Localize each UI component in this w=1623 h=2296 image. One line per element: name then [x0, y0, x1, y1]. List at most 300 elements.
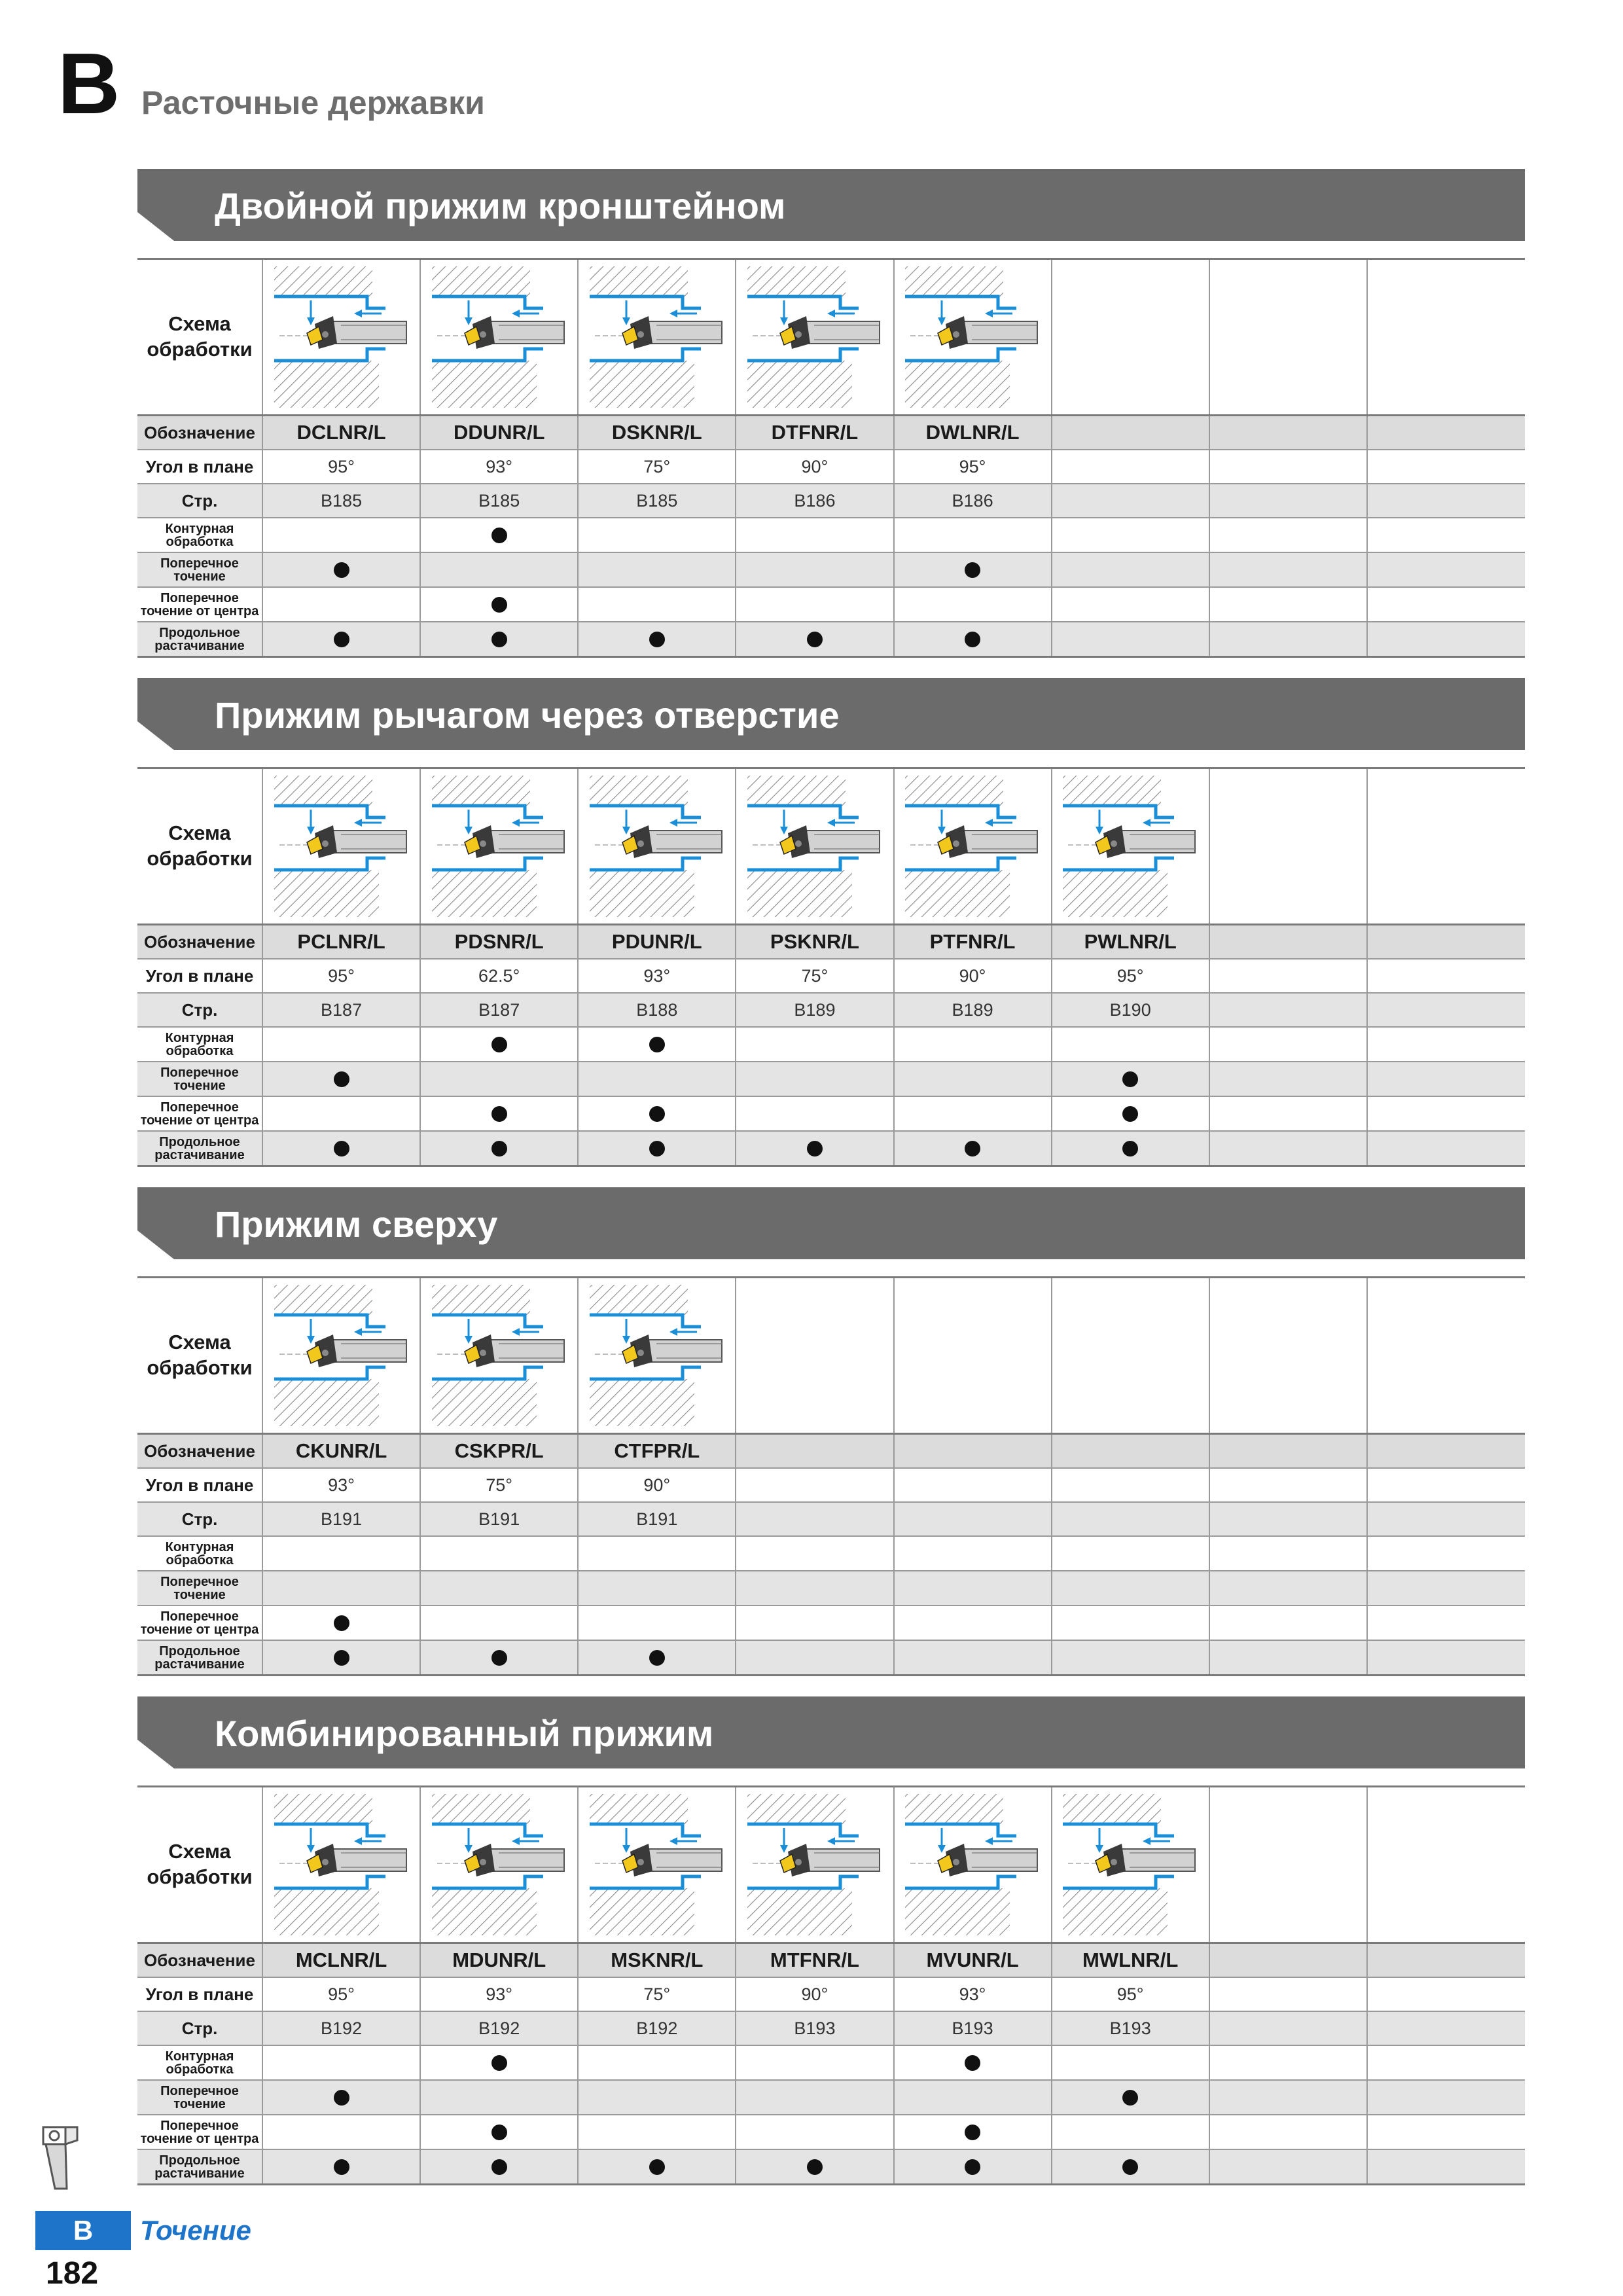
cell-mwlnr-l	[1052, 2045, 1209, 2080]
row-label: Продольное растачивание	[137, 622, 262, 657]
row-label: Поперечное точение	[137, 1062, 262, 1096]
cell-empty	[1209, 1502, 1367, 1536]
cell-empty	[1367, 768, 1525, 925]
cell-mdunr-l	[420, 2115, 578, 2149]
cell-dsknr-l	[578, 552, 736, 587]
cell-msknr-l	[578, 1787, 736, 1943]
cell-pdunr-l	[578, 1096, 736, 1131]
chapter-letter: B	[58, 35, 120, 132]
cell-empty	[1367, 450, 1525, 484]
section-1	[137, 169, 1525, 658]
cell-empty	[1052, 1278, 1209, 1434]
row-label: Обозначение	[137, 1943, 262, 1978]
applicable-dot	[491, 1106, 507, 1122]
row-label: Обозначение	[137, 925, 262, 960]
cell-msknr-l: B192	[578, 2011, 736, 2045]
row-label: Контурная обработка	[137, 2045, 262, 2080]
cell-pwlnr-l	[1052, 1062, 1209, 1096]
cell-mvunr-l	[894, 2115, 1052, 2149]
cell-pwlnr-l	[1052, 1027, 1209, 1062]
cell-dwlnr-l: 95°	[894, 450, 1052, 484]
page-number: 182	[46, 2256, 99, 2291]
cell-empty	[894, 1605, 1052, 1640]
row-label: Продольное растачивание	[137, 2149, 262, 2185]
cell-dsknr-l: DSKNR/L	[578, 416, 736, 450]
row-label: Поперечное точение	[137, 2080, 262, 2115]
row-designation	[137, 416, 1525, 450]
cell-empty	[1367, 518, 1525, 552]
section-header	[137, 1696, 1525, 1768]
cell-ckunr-l	[262, 1278, 420, 1434]
cell-mtfnr-l: MTFNR/L	[736, 1943, 893, 1978]
cell-ctfpr-l: B191	[578, 1502, 736, 1536]
cell-ptfnr-l	[894, 1131, 1052, 1166]
cell-pdunr-l: B188	[578, 993, 736, 1027]
cell-ptfnr-l	[894, 1027, 1052, 1062]
cell-msknr-l	[578, 2149, 736, 2185]
cell-ddunr-l	[420, 259, 578, 416]
cell-mclnr-l	[262, 2080, 420, 2115]
cell-empty	[1209, 1027, 1367, 1062]
cell-empty	[736, 1278, 893, 1434]
cell-empty	[1209, 1536, 1367, 1571]
row-facing	[137, 1571, 1525, 1605]
row-page	[137, 1502, 1525, 1536]
cell-mdunr-l	[420, 2080, 578, 2115]
cell-ctfpr-l	[578, 1640, 736, 1676]
cell-cskpr-l	[420, 1536, 578, 1571]
applicable-dot	[965, 2125, 980, 2140]
row-contour	[137, 2045, 1525, 2080]
applicable-dot	[965, 562, 980, 578]
row-scheme	[137, 768, 1525, 925]
cell-cskpr-l	[420, 1640, 578, 1676]
cell-empty	[1209, 2080, 1367, 2115]
cell-empty	[1367, 2115, 1525, 2149]
applicable-dot	[1122, 1106, 1138, 1122]
cell-empty	[1367, 1278, 1525, 1434]
cell-empty	[736, 1605, 893, 1640]
boring-bar-scheme-icon	[269, 772, 414, 921]
boring-bar-scheme-icon	[1058, 772, 1203, 921]
cell-dsknr-l	[578, 518, 736, 552]
cell-dclnr-l	[262, 622, 420, 657]
cell-ddunr-l: 93°	[420, 450, 578, 484]
cell-mdunr-l	[420, 2045, 578, 2080]
cell-pdsnr-l	[420, 1027, 578, 1062]
cell-empty	[1367, 1943, 1525, 1978]
cell-ctfpr-l	[578, 1278, 736, 1434]
row-facing	[137, 552, 1525, 587]
cell-psknr-l	[736, 1131, 893, 1166]
cell-pdsnr-l	[420, 1062, 578, 1096]
cell-dwlnr-l	[894, 259, 1052, 416]
boring-bar-scheme-icon	[742, 1790, 887, 1939]
applicable-dot	[334, 2159, 349, 2175]
row-contour	[137, 518, 1525, 552]
applicable-dot	[334, 2090, 349, 2106]
cell-empty	[1209, 587, 1367, 622]
cell-msknr-l: MSKNR/L	[578, 1943, 736, 1978]
cell-ckunr-l	[262, 1571, 420, 1605]
cell-empty	[1209, 1468, 1367, 1502]
boring-bar-scheme-icon	[427, 1790, 572, 1939]
boring-bar-scheme-icon	[742, 262, 887, 412]
cell-empty	[1209, 1131, 1367, 1166]
cell-empty	[1209, 1943, 1367, 1978]
cell-cskpr-l: CSKPR/L	[420, 1434, 578, 1469]
boring-bar-scheme-icon	[269, 1281, 414, 1430]
cell-empty	[1209, 1096, 1367, 1131]
cell-empty	[1209, 768, 1367, 925]
row-scheme	[137, 1787, 1525, 1943]
boring-bar-scheme-icon	[900, 262, 1045, 412]
cell-msknr-l	[578, 2080, 736, 2115]
cell-empty	[1209, 416, 1367, 450]
boring-bar-scheme-icon	[427, 772, 572, 921]
row-scheme	[137, 259, 1525, 416]
cell-mvunr-l	[894, 2080, 1052, 2115]
cell-empty	[1052, 1605, 1209, 1640]
cell-empty	[1367, 1571, 1525, 1605]
boring-bar-scheme-icon	[584, 772, 730, 921]
cell-pwlnr-l	[1052, 1131, 1209, 1166]
cell-mtfnr-l	[736, 2115, 893, 2149]
boring-bar-scheme-icon	[584, 1790, 730, 1939]
row-label: Поперечное точение от центра	[137, 2115, 262, 2149]
cell-dwlnr-l: B186	[894, 484, 1052, 518]
row-label: Продольное растачивание	[137, 1131, 262, 1166]
cell-ptfnr-l: PTFNR/L	[894, 925, 1052, 960]
cell-empty	[1209, 925, 1367, 960]
cell-ptfnr-l	[894, 1096, 1052, 1131]
row-angle	[137, 1468, 1525, 1502]
cell-empty	[1052, 1434, 1209, 1469]
cell-mdunr-l	[420, 1787, 578, 1943]
cell-empty	[1209, 259, 1367, 416]
row-label: Угол в плане	[137, 1468, 262, 1502]
applicable-dot	[334, 1141, 349, 1157]
applicable-dot	[1122, 1071, 1138, 1087]
cell-empty	[736, 1640, 893, 1676]
row-angle	[137, 1977, 1525, 2011]
cell-ckunr-l	[262, 1640, 420, 1676]
boring-bar-scheme-icon	[900, 1790, 1045, 1939]
cell-dsknr-l: 75°	[578, 450, 736, 484]
row-label: Стр.	[137, 993, 262, 1027]
cell-dclnr-l: 95°	[262, 450, 420, 484]
cell-msknr-l	[578, 2045, 736, 2080]
cell-empty	[736, 1536, 893, 1571]
applicable-dot	[491, 597, 507, 613]
cell-mdunr-l	[420, 2149, 578, 2185]
row-facing	[137, 1062, 1525, 1096]
applicable-dot	[491, 1037, 507, 1052]
cell-empty	[1367, 1131, 1525, 1166]
cell-empty	[1209, 993, 1367, 1027]
cell-pwlnr-l	[1052, 768, 1209, 925]
cell-dclnr-l	[262, 259, 420, 416]
applicable-dot	[334, 1071, 349, 1087]
cell-pdsnr-l: PDSNR/L	[420, 925, 578, 960]
boring-bar-scheme-icon	[269, 262, 414, 412]
row-boring	[137, 1640, 1525, 1676]
row-contour	[137, 1536, 1525, 1571]
cell-empty	[1367, 959, 1525, 993]
cell-empty	[1209, 2045, 1367, 2080]
cell-pclnr-l	[262, 768, 420, 925]
cell-dtfnr-l: B186	[736, 484, 893, 518]
boring-bar-scheme-icon	[584, 1281, 730, 1430]
cell-empty	[894, 1434, 1052, 1469]
row-label: Контурная обработка	[137, 1027, 262, 1062]
applicable-dot	[965, 2159, 980, 2175]
applicable-dot	[491, 2125, 507, 2140]
applicable-dot	[649, 1106, 665, 1122]
cell-empty	[1209, 1787, 1367, 1943]
cell-pclnr-l	[262, 1027, 420, 1062]
cell-dsknr-l	[578, 259, 736, 416]
applicable-dot	[965, 1141, 980, 1157]
applicable-dot	[649, 1037, 665, 1052]
cell-ctfpr-l	[578, 1536, 736, 1571]
applicable-dot	[334, 632, 349, 647]
row-page	[137, 993, 1525, 1027]
cell-empty	[1052, 416, 1209, 450]
boring-bar-scheme-icon	[427, 1281, 572, 1430]
cell-ctfpr-l: CTFPR/L	[578, 1434, 736, 1469]
cell-empty	[1367, 1977, 1525, 2011]
row-boring	[137, 2149, 1525, 2185]
cell-empty	[1209, 1434, 1367, 1469]
cell-empty	[894, 1502, 1052, 1536]
applicable-dot	[1122, 2159, 1138, 2175]
cell-mwlnr-l	[1052, 1787, 1209, 1943]
row-label: Схема обработки	[137, 768, 262, 925]
cell-empty	[1367, 1434, 1525, 1469]
cell-mwlnr-l: 95°	[1052, 1977, 1209, 2011]
turning-holder-logo-icon	[38, 2121, 80, 2191]
row-label: Стр.	[137, 484, 262, 518]
cell-empty	[1209, 1977, 1367, 2011]
cell-pdunr-l	[578, 1027, 736, 1062]
cell-mvunr-l: 93°	[894, 1977, 1052, 2011]
cell-mtfnr-l	[736, 2149, 893, 2185]
cell-pclnr-l	[262, 1062, 420, 1096]
cell-pdunr-l: 93°	[578, 959, 736, 993]
cell-empty	[736, 1468, 893, 1502]
cell-ptfnr-l: 90°	[894, 959, 1052, 993]
row-designation	[137, 1943, 1525, 1978]
cell-mtfnr-l: B193	[736, 2011, 893, 2045]
cell-empty	[1209, 622, 1367, 657]
cell-dsknr-l	[578, 622, 736, 657]
cell-psknr-l	[736, 768, 893, 925]
cell-dsknr-l	[578, 587, 736, 622]
cell-pclnr-l	[262, 1096, 420, 1131]
cell-mvunr-l: B193	[894, 2011, 1052, 2045]
cell-mtfnr-l: 90°	[736, 1977, 893, 2011]
cell-empty	[894, 1278, 1052, 1434]
cell-ctfpr-l: 90°	[578, 1468, 736, 1502]
applicable-dot	[807, 2159, 823, 2175]
cell-empty	[1209, 1605, 1367, 1640]
section-title: Прижим сверху	[215, 1204, 498, 1245]
boring-bar-scheme-icon	[427, 262, 572, 412]
cell-empty	[1367, 552, 1525, 587]
cell-dclnr-l	[262, 587, 420, 622]
cell-empty	[1052, 1468, 1209, 1502]
cell-empty	[1052, 259, 1209, 416]
applicable-dot	[334, 1650, 349, 1666]
cell-empty	[1367, 259, 1525, 416]
cell-mwlnr-l	[1052, 2149, 1209, 2185]
row-label: Контурная обработка	[137, 518, 262, 552]
cell-mclnr-l	[262, 2115, 420, 2149]
row-label: Угол в плане	[137, 450, 262, 484]
cell-pwlnr-l	[1052, 1096, 1209, 1131]
cell-empty	[1367, 925, 1525, 960]
cell-mclnr-l	[262, 2149, 420, 2185]
applicable-dot	[649, 1650, 665, 1666]
cell-dclnr-l: B185	[262, 484, 420, 518]
cell-dtfnr-l	[736, 552, 893, 587]
cell-empty	[1209, 1571, 1367, 1605]
tool-spec-table	[137, 258, 1525, 658]
cell-empty	[1052, 587, 1209, 622]
cell-empty	[1209, 2011, 1367, 2045]
cell-empty	[1367, 1468, 1525, 1502]
cell-mdunr-l: MDUNR/L	[420, 1943, 578, 1978]
row-facing	[137, 2080, 1525, 2115]
row-label: Схема обработки	[137, 259, 262, 416]
cell-ddunr-l	[420, 552, 578, 587]
cell-empty	[1209, 1278, 1367, 1434]
cell-empty	[1052, 552, 1209, 587]
cell-cskpr-l	[420, 1278, 578, 1434]
cell-pdsnr-l	[420, 1096, 578, 1131]
cell-mclnr-l: MCLNR/L	[262, 1943, 420, 1978]
cell-empty	[1367, 416, 1525, 450]
cell-psknr-l	[736, 1027, 893, 1062]
cell-empty	[1367, 1605, 1525, 1640]
row-label: Схема обработки	[137, 1787, 262, 1943]
section-2	[137, 678, 1525, 1167]
cell-ckunr-l: 93°	[262, 1468, 420, 1502]
applicable-dot	[491, 1141, 507, 1157]
cell-empty	[1367, 1096, 1525, 1131]
cell-empty	[1052, 1502, 1209, 1536]
cell-empty	[1367, 993, 1525, 1027]
cell-dtfnr-l: DTFNR/L	[736, 416, 893, 450]
applicable-dot	[649, 632, 665, 647]
applicable-dot	[491, 1650, 507, 1666]
row-label: Поперечное точение	[137, 1571, 262, 1605]
cell-ddunr-l	[420, 587, 578, 622]
applicable-dot	[334, 1615, 349, 1631]
section-4	[137, 1696, 1525, 2185]
row-label: Обозначение	[137, 416, 262, 450]
row-label: Поперечное точение	[137, 552, 262, 587]
cell-pdsnr-l: B187	[420, 993, 578, 1027]
cell-empty	[1367, 2011, 1525, 2045]
cell-empty	[1209, 1640, 1367, 1676]
cell-empty	[1052, 1536, 1209, 1571]
cell-psknr-l: PSKNR/L	[736, 925, 893, 960]
tool-spec-table	[137, 1276, 1525, 1676]
cell-empty	[894, 1536, 1052, 1571]
cell-dtfnr-l	[736, 587, 893, 622]
cell-mtfnr-l	[736, 1787, 893, 1943]
tool-spec-table	[137, 767, 1525, 1167]
row-scheme	[137, 1278, 1525, 1434]
cell-dsknr-l: B185	[578, 484, 736, 518]
cell-mclnr-l: 95°	[262, 1977, 420, 2011]
applicable-dot	[649, 2159, 665, 2175]
cell-empty	[1367, 1062, 1525, 1096]
cell-empty	[1209, 2149, 1367, 2185]
row-label: Угол в плане	[137, 1977, 262, 2011]
cell-dwlnr-l	[894, 587, 1052, 622]
cell-psknr-l: B189	[736, 993, 893, 1027]
chapter-title: Расточные державки	[141, 84, 485, 121]
cell-cskpr-l	[420, 1571, 578, 1605]
applicable-dot	[491, 528, 507, 543]
cell-empty	[1209, 1062, 1367, 1096]
cell-empty	[1367, 1640, 1525, 1676]
cell-ctfpr-l	[578, 1605, 736, 1640]
cell-cskpr-l: 75°	[420, 1468, 578, 1502]
cell-empty	[1052, 518, 1209, 552]
section-title: Прижим рычагом через отверстие	[215, 694, 840, 736]
applicable-dot	[334, 562, 349, 578]
row-label: Поперечное точение от центра	[137, 587, 262, 622]
cell-pclnr-l: PCLNR/L	[262, 925, 420, 960]
cell-empty	[1209, 450, 1367, 484]
cell-empty	[1209, 959, 1367, 993]
section-badge: B	[35, 2211, 131, 2250]
row-facing-center	[137, 2115, 1525, 2149]
cell-dclnr-l	[262, 518, 420, 552]
cell-empty	[1367, 1027, 1525, 1062]
cell-empty	[1367, 622, 1525, 657]
cell-mwlnr-l	[1052, 2080, 1209, 2115]
cell-dwlnr-l	[894, 622, 1052, 657]
row-label: Поперечное точение от центра	[137, 1096, 262, 1131]
section-title: Комбинированный прижим	[215, 1713, 714, 1754]
row-boring	[137, 622, 1525, 657]
cell-pwlnr-l: PWLNR/L	[1052, 925, 1209, 960]
boring-bar-scheme-icon	[900, 772, 1045, 921]
applicable-dot	[965, 2055, 980, 2071]
cell-cskpr-l: B191	[420, 1502, 578, 1536]
cell-pdunr-l	[578, 768, 736, 925]
cell-pwlnr-l: B190	[1052, 993, 1209, 1027]
applicable-dot	[1122, 2090, 1138, 2106]
row-designation	[137, 1434, 1525, 1469]
cell-pdsnr-l	[420, 768, 578, 925]
cell-dwlnr-l	[894, 552, 1052, 587]
applicable-dot	[807, 632, 823, 647]
cell-empty	[1367, 1787, 1525, 1943]
section-header	[137, 169, 1525, 241]
cell-mtfnr-l	[736, 2045, 893, 2080]
cell-empty	[1209, 518, 1367, 552]
boring-bar-scheme-icon	[269, 1790, 414, 1939]
row-label: Схема обработки	[137, 1278, 262, 1434]
cell-ddunr-l: DDUNR/L	[420, 416, 578, 450]
cell-dtfnr-l	[736, 622, 893, 657]
